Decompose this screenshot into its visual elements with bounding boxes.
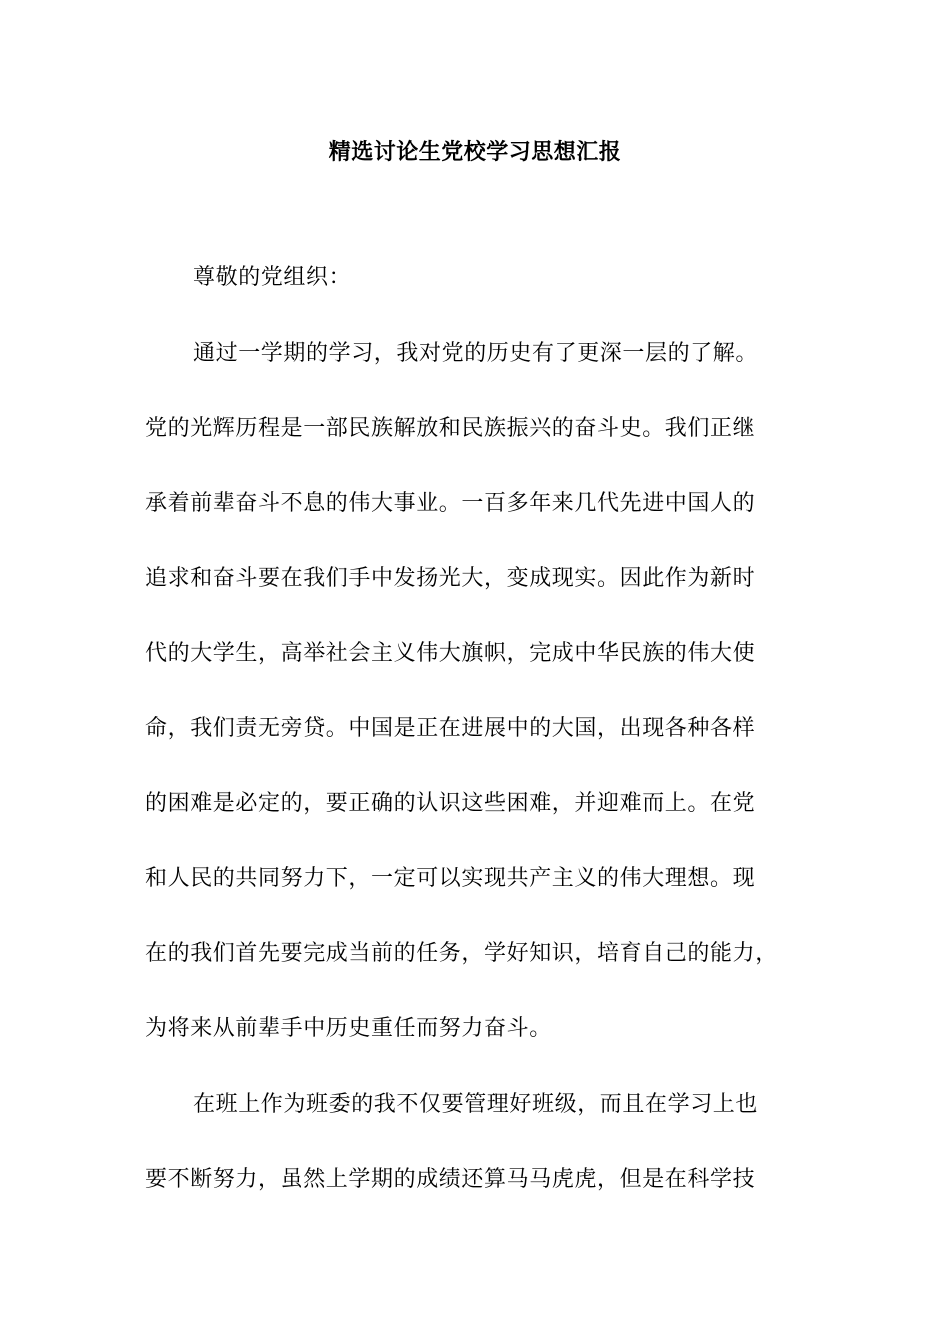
- paragraph-line: 为将来从前辈手中历史重任而努力奋斗。: [145, 1016, 552, 1041]
- paragraph-line: 的困难是必定的，要正确的认识这些困难，并迎难而上。在党: [145, 791, 756, 816]
- paragraph-line: 通过一学期的学习，我对党的历史有了更深一层的了解。: [193, 341, 759, 366]
- paragraph-line: 承着前辈奋斗不息的伟大事业。一百多年来几代先进中国人的: [145, 491, 756, 516]
- paragraph-line: 要不断努力，虽然上学期的成绩还算马马虎虎，但是在科学技: [145, 1167, 756, 1192]
- paragraph-line: 在的我们首先要完成当前的任务，学好知识，培育自己的能力，: [145, 941, 778, 966]
- paragraph-line: 命，我们责无旁贷。中国是正在进展中的大国，出现各种各样: [145, 716, 756, 741]
- paragraph-line: 党的光辉历程是一部民族解放和民族振兴的奋斗史。我们正继: [145, 416, 756, 441]
- paragraph-line: 追求和奋斗要在我们手中发扬光大，变成现实。因此作为新时: [145, 566, 756, 591]
- paragraph-line: 在班上作为班委的我不仅要管理好班级，而且在学习上也: [193, 1092, 759, 1117]
- salutation: 尊敬的党组织：: [193, 265, 352, 290]
- paragraph-line: 和人民的共同努力下，一定可以实现共产主义的伟大理想。现: [145, 866, 756, 891]
- document-title: 精选讨论生党校学习思想汇报: [328, 139, 622, 165]
- paragraph-line: 代的大学生，高举社会主义伟大旗帜，完成中华民族的伟大使: [145, 641, 756, 666]
